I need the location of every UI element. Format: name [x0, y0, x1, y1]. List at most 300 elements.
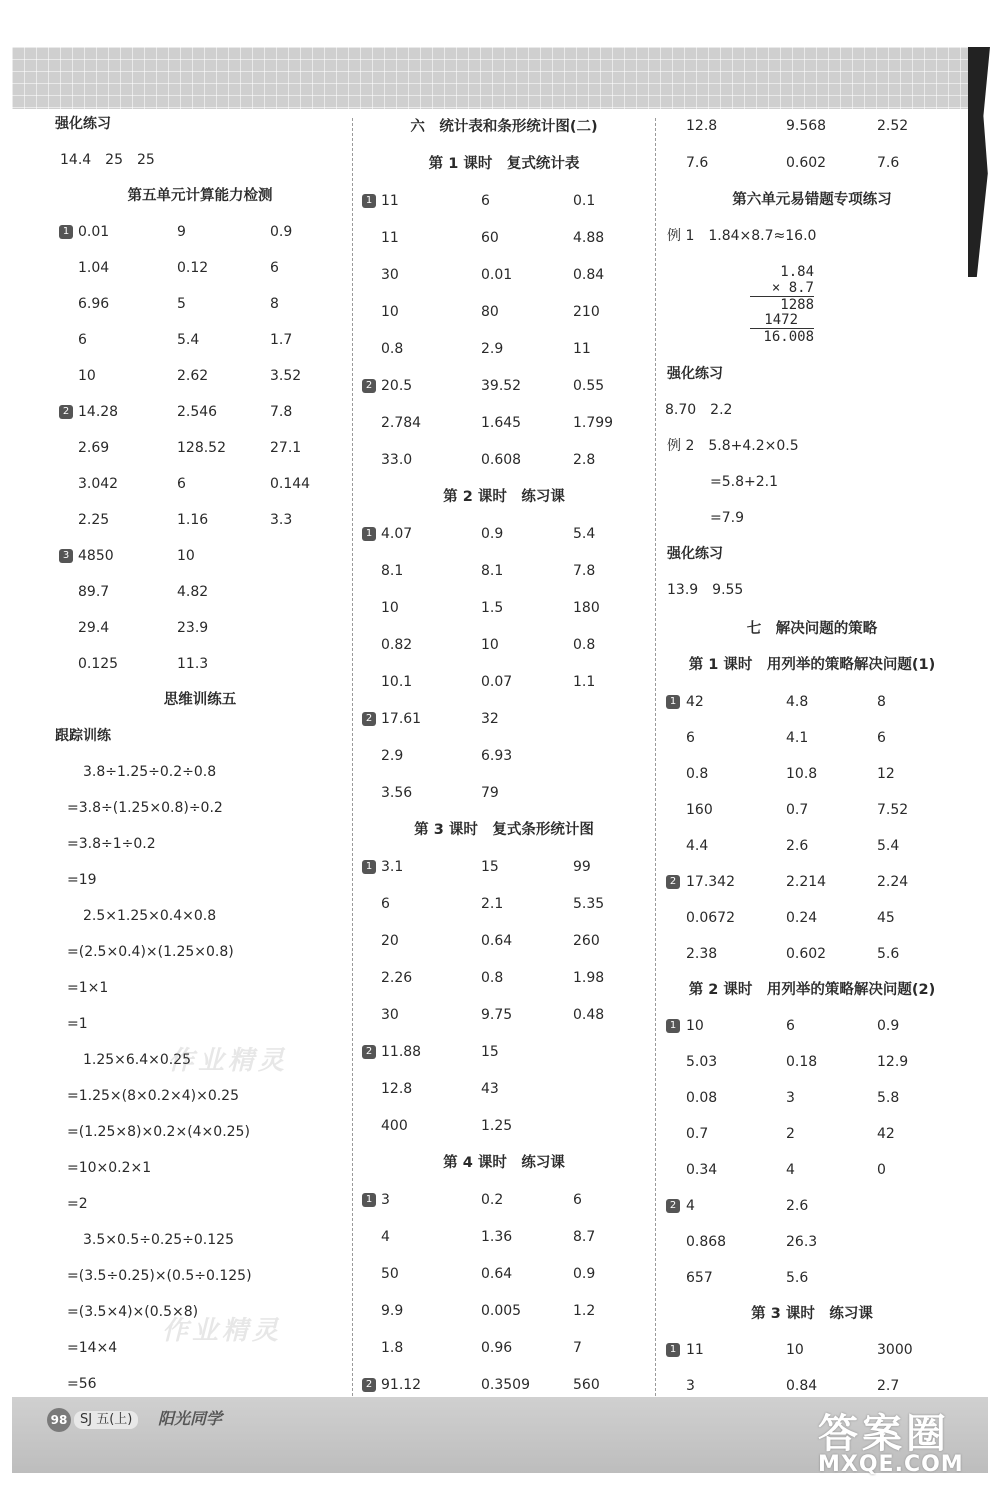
answer-cell: 4.4 — [686, 838, 709, 854]
answer-cell: 11.3 — [177, 656, 209, 672]
answer-cell: 0.84 — [573, 267, 605, 283]
c6-lesson1-title: 第 1 课时 复式统计表 — [428, 156, 580, 172]
answer-cell: 15 — [481, 859, 499, 875]
calc-step: =1 — [67, 1016, 88, 1032]
answer-cell: 20.5 — [381, 378, 413, 394]
answer-cell: 11 — [381, 193, 399, 209]
answer-row — [55, 400, 345, 424]
answer-cell: 0 — [877, 1162, 886, 1178]
answer-cell: 14.28 — [78, 404, 119, 420]
answer-cell: 0.608 — [481, 452, 522, 468]
answer-cell: 10.8 — [786, 766, 818, 782]
answer-cell: 6.96 — [78, 296, 110, 312]
question-number-badge: 1 — [362, 860, 376, 874]
answer-cell: 2 — [786, 1126, 795, 1142]
answer-cell: 6.93 — [481, 748, 513, 764]
question-number-badge: 1 — [666, 1019, 680, 1033]
answer-cell: 10 — [177, 548, 195, 564]
faint-stamp-1: 作业精灵 — [168, 1046, 289, 1076]
answer-cell: 10 — [786, 1342, 804, 1358]
calc-step: 1.25×6.4×0.25 — [83, 1052, 192, 1068]
question-number-badge: 2 — [59, 405, 73, 419]
answer-row — [662, 762, 962, 786]
answer-cell: 5.6 — [877, 946, 900, 962]
answer-cell: 0.602 — [786, 155, 827, 171]
answer-row — [358, 411, 650, 435]
answer-cell: 80 — [481, 304, 499, 320]
answer-row — [358, 337, 650, 361]
answer-cell: 0.9 — [270, 224, 293, 240]
answer-cell: 3.1 — [381, 859, 404, 875]
answer-row — [55, 328, 345, 352]
answer-cell: 1.25 — [481, 1118, 513, 1134]
c7-lesson3-title: 第 3 课时 练习课 — [751, 1306, 873, 1322]
vertical-line-4: 1472 — [764, 312, 798, 328]
answer-cell: 20 — [381, 933, 399, 949]
answer-cell: 6 — [481, 193, 490, 209]
vertical-line-3: 1288 — [750, 296, 814, 312]
answer-cell: 0.01 — [78, 224, 110, 240]
calc-step: =10×0.2×1 — [67, 1160, 152, 1176]
calc-step: =3.8÷(1.25×0.8)÷0.2 — [67, 800, 223, 816]
answer-cell: 0.8 — [573, 637, 596, 653]
answer-row — [358, 1225, 650, 1249]
answer-cell: 1.8 — [381, 1340, 404, 1356]
c7-lesson2-title: 第 2 课时 用列举的策略解决问题(2) — [688, 982, 936, 998]
answer-cell: 6 — [270, 260, 279, 276]
answer-row — [662, 1374, 962, 1398]
answer-cell: 9 — [177, 224, 186, 240]
practice-label: 强化练习 — [55, 116, 111, 132]
answer-row — [662, 1086, 962, 1110]
answer-row — [358, 1077, 650, 1101]
answer-cell: 4.07 — [381, 526, 413, 542]
practice-answers-a: 8.70 2.2 — [665, 402, 733, 418]
answer-cell: 42 — [686, 694, 704, 710]
c7-lesson1-title: 第 1 课时 用列举的策略解决问题(1) — [688, 657, 936, 673]
answer-cell: 8.1 — [481, 563, 504, 579]
answer-row — [358, 855, 650, 879]
answer-cell: 2.9 — [381, 748, 404, 764]
answer-row — [358, 1373, 650, 1397]
calc-step: =14×4 — [67, 1340, 118, 1356]
answer-row — [55, 508, 345, 532]
answer-cell: 12 — [877, 766, 895, 782]
answer-cell: 160 — [686, 802, 713, 818]
answer-cell: 2.1 — [481, 896, 504, 912]
answer-cell: 6 — [877, 730, 886, 746]
answer-row — [358, 1262, 650, 1286]
book-tag: SJ 五(上) — [74, 1411, 138, 1429]
calc-step: 3.5×0.5÷0.25÷0.125 — [83, 1232, 234, 1248]
answer-row — [358, 226, 650, 250]
answer-row — [358, 448, 650, 472]
answer-cell: 11 — [686, 1342, 704, 1358]
vertical-line-5: 16.008 — [750, 328, 814, 344]
calc-step: 3.8÷1.25÷0.2÷0.8 — [83, 764, 217, 780]
answer-cell: 3000 — [877, 1342, 913, 1358]
answer-cell: 8.7 — [573, 1229, 596, 1245]
answer-cell: 560 — [573, 1377, 600, 1393]
answer-cell: 10 — [686, 1018, 704, 1034]
answer-cell: 3.3 — [270, 512, 293, 528]
calc-step: =1×1 — [67, 980, 109, 996]
question-number-badge: 3 — [59, 549, 73, 563]
calc-step: =19 — [67, 872, 97, 888]
answer-cell: 0.005 — [481, 1303, 522, 1319]
answer-cell: 0.8 — [686, 766, 709, 782]
answer-cell: 91.12 — [381, 1377, 422, 1393]
answer-cell: 23.9 — [177, 620, 209, 636]
answer-row — [358, 374, 650, 398]
answer-row — [358, 744, 650, 768]
answer-row — [358, 1188, 650, 1212]
question-number-badge: 1 — [362, 1193, 376, 1207]
question-number-badge: 1 — [666, 1343, 680, 1357]
question-number-badge: 1 — [362, 527, 376, 541]
answer-cell: 4 — [786, 1162, 795, 1178]
answer-cell: 3 — [786, 1090, 795, 1106]
answer-row — [55, 436, 345, 460]
answer-cell: 50 — [381, 1266, 399, 1282]
question-number-badge: 1 — [59, 225, 73, 239]
answer-row — [358, 892, 650, 916]
answer-cell: 2.38 — [686, 946, 718, 962]
answer-cell: 9.568 — [786, 118, 827, 134]
answer-cell: 60 — [481, 230, 499, 246]
answer-row — [358, 670, 650, 694]
example1-line: 例 1 1.84×8.7≈16.0 — [667, 228, 817, 244]
vertical-line-1: 1.84 — [780, 264, 814, 280]
answer-row — [662, 1158, 962, 1182]
answer-row — [358, 596, 650, 620]
answer-cell: 7.6 — [877, 155, 900, 171]
answer-cell: 0.8 — [481, 970, 504, 986]
answer-row — [358, 189, 650, 213]
answer-cell: 3 — [686, 1378, 695, 1394]
answer-cell: 10.1 — [381, 674, 413, 690]
answer-cell: 128.52 — [177, 440, 226, 456]
answer-cell: 33.0 — [381, 452, 413, 468]
answer-cell: 6 — [573, 1192, 582, 1208]
answer-cell: 2.9 — [481, 341, 504, 357]
answer-row — [662, 798, 962, 822]
answer-cell: 8 — [270, 296, 279, 312]
answer-cell: 0.7 — [686, 1126, 709, 1142]
practice-label-a: 强化练习 — [667, 366, 723, 382]
answer-row — [662, 1338, 962, 1362]
watermark-logo: 答案圈 — [818, 1411, 950, 1457]
answer-cell: 0.64 — [481, 1266, 513, 1282]
question-number-badge: 2 — [362, 1378, 376, 1392]
answer-cell: 5.4 — [177, 332, 200, 348]
answer-cell: 15 — [481, 1044, 499, 1060]
question-number-badge: 2 — [362, 712, 376, 726]
answer-cell: 0.55 — [573, 378, 605, 394]
unit5-title: 第五单元计算能力检测 — [127, 188, 273, 204]
answer-cell: 5.8 — [877, 1090, 900, 1106]
chapter6-title: 六 统计表和条形统计图(二) — [410, 119, 598, 135]
answer-cell: 39.52 — [481, 378, 522, 394]
column-divider-2 — [655, 118, 656, 1396]
calc-step: =(3.5÷0.25)×(0.5÷0.125) — [67, 1268, 252, 1284]
answer-row — [358, 522, 650, 546]
answer-cell: 5.6 — [786, 1270, 809, 1286]
answer-cell: 0.64 — [481, 933, 513, 949]
unit6-title: 第六单元易错题专项练习 — [732, 192, 892, 208]
header-pattern-band — [12, 47, 972, 109]
example2-line-2: =5.8+2.1 — [710, 474, 778, 490]
answer-cell: 0.9 — [481, 526, 504, 542]
answer-cell: 0.96 — [481, 1340, 513, 1356]
calc-step: =1.25×(8×0.2×4)×0.25 — [67, 1088, 239, 1104]
answer-cell: 4 — [686, 1198, 695, 1214]
answer-cell: 0.18 — [786, 1054, 818, 1070]
answer-cell: 17.61 — [381, 711, 422, 727]
answer-cell: 5.03 — [686, 1054, 718, 1070]
answer-row — [662, 1266, 962, 1290]
answer-row — [55, 364, 345, 388]
calc-step: =(3.5×4)×(0.5×8) — [67, 1304, 199, 1320]
answer-row — [55, 544, 345, 568]
answer-cell: 0.1 — [573, 193, 596, 209]
answer-cell: 9.75 — [481, 1007, 513, 1023]
page-number: 98 — [47, 1408, 71, 1432]
answer-cell: 1.645 — [481, 415, 522, 431]
answer-cell: 2.6 — [786, 1198, 809, 1214]
answer-cell: 0.602 — [786, 946, 827, 962]
calc-step: =3.8÷1÷0.2 — [67, 836, 156, 852]
answer-row — [662, 870, 962, 894]
answer-cell: 1.16 — [177, 512, 209, 528]
watermark-url: MXQE.COM — [818, 1452, 964, 1477]
answer-cell: 7.8 — [573, 563, 596, 579]
question-number-badge: 2 — [666, 875, 680, 889]
answer-row — [358, 263, 650, 287]
answer-cell: 30 — [381, 267, 399, 283]
calc-step: 2.5×1.25×0.4×0.8 — [83, 908, 217, 924]
answer-cell: 26.3 — [786, 1234, 818, 1250]
practice-answers-b: 13.9 9.55 — [667, 582, 744, 598]
calc-step: =(1.25×8)×0.2×(4×0.25) — [67, 1124, 250, 1140]
answer-cell: 1.04 — [78, 260, 110, 276]
answer-cell: 2.6 — [786, 838, 809, 854]
brand-logo: 阳光同学 — [158, 1409, 223, 1428]
answer-row — [55, 652, 345, 676]
answer-row — [358, 1040, 650, 1064]
practice-label-b: 强化练习 — [667, 546, 723, 562]
answer-cell: 2.52 — [877, 118, 909, 134]
answer-row — [662, 151, 962, 175]
answer-cell: 0.9 — [573, 1266, 596, 1282]
answer-cell: 4.82 — [177, 584, 209, 600]
answer-cell: 27.1 — [270, 440, 302, 456]
answer-cell: 0.01 — [481, 267, 513, 283]
answer-cell: 30 — [381, 1007, 399, 1023]
practice-answers: 14.4 25 25 — [60, 152, 155, 168]
answer-cell: 5.4 — [877, 838, 900, 854]
answer-cell: 3.56 — [381, 785, 413, 801]
answer-cell: 0.868 — [686, 1234, 727, 1250]
answer-cell: 9.9 — [381, 1303, 404, 1319]
answer-cell: 1.7 — [270, 332, 293, 348]
answer-cell: 3.52 — [270, 368, 302, 384]
example2-line-1: 例 2 5.8+4.2×0.5 — [667, 438, 799, 454]
answer-row — [358, 1336, 650, 1360]
answer-row — [662, 1014, 962, 1038]
answer-cell: 2.7 — [877, 1378, 900, 1394]
answer-cell: 7.52 — [877, 802, 909, 818]
calc-step: =(2.5×0.4)×(1.25×0.8) — [67, 944, 234, 960]
answer-row — [55, 292, 345, 316]
answer-cell: 8.1 — [381, 563, 404, 579]
answer-row — [358, 1114, 650, 1138]
answer-cell: 10 — [381, 600, 399, 616]
answer-cell: 0.24 — [786, 910, 818, 926]
answer-cell: 0.7 — [786, 802, 809, 818]
answer-cell: 42 — [877, 1126, 895, 1142]
question-number-badge: 2 — [362, 1045, 376, 1059]
answer-cell: 0.82 — [381, 637, 413, 653]
answer-cell: 2.214 — [786, 874, 827, 890]
answer-cell: 6 — [78, 332, 87, 348]
answer-cell: 11 — [573, 341, 591, 357]
tracking-label: 跟踪训练 — [55, 728, 111, 744]
answer-cell: 2.26 — [381, 970, 413, 986]
answer-cell: 6 — [381, 896, 390, 912]
column-divider-1 — [352, 118, 353, 1396]
vertical-line-2: × 8.7 — [771, 280, 814, 296]
answer-cell: 29.4 — [78, 620, 110, 636]
answer-row — [358, 929, 650, 953]
answer-row — [662, 1122, 962, 1146]
answer-row — [358, 300, 650, 324]
answer-cell: 0.144 — [270, 476, 311, 492]
answer-row — [662, 834, 962, 858]
answer-cell: 4.1 — [786, 730, 809, 746]
answer-cell: 10 — [381, 304, 399, 320]
answer-cell: 1.5 — [481, 600, 504, 616]
answer-cell: 4.8 — [786, 694, 809, 710]
answer-cell: 2.8 — [573, 452, 596, 468]
answer-cell: 99 — [573, 859, 591, 875]
thinking-title: 思维训练五 — [163, 692, 237, 708]
answer-cell: 5.4 — [573, 526, 596, 542]
answer-cell: 1.98 — [573, 970, 605, 986]
answer-cell: 32 — [481, 711, 499, 727]
answer-cell: 4.88 — [573, 230, 605, 246]
answer-cell: 8 — [877, 694, 886, 710]
answer-row — [358, 1299, 650, 1323]
c6-lesson3-title: 第 3 课时 复式条形统计图 — [414, 822, 594, 838]
answer-row — [55, 256, 345, 280]
vertical-multiplication — [750, 264, 814, 344]
answer-cell: 6 — [177, 476, 186, 492]
answer-cell: 0.48 — [573, 1007, 605, 1023]
answer-row — [662, 906, 962, 930]
answer-cell: 4850 — [78, 548, 114, 564]
answer-cell: 0.0672 — [686, 910, 735, 926]
calc-step: =2 — [67, 1196, 88, 1212]
faint-stamp-2: 作业精灵 — [162, 1316, 283, 1346]
answer-row — [662, 1230, 962, 1254]
example2-line-3: =7.9 — [710, 510, 744, 526]
answer-cell: 43 — [481, 1081, 499, 1097]
answer-cell: 0.8 — [381, 341, 404, 357]
answer-cell: 7.8 — [270, 404, 293, 420]
answer-cell: 260 — [573, 933, 600, 949]
answer-cell: 2.784 — [381, 415, 422, 431]
answer-row — [55, 580, 345, 604]
page-torn-edge — [968, 47, 990, 277]
answer-cell: 7.6 — [686, 155, 709, 171]
answer-cell: 0.34 — [686, 1162, 718, 1178]
chapter7-title: 七 解决问题的策略 — [746, 621, 878, 637]
answer-cell: 0.84 — [786, 1378, 818, 1394]
answer-row — [662, 942, 962, 966]
answer-cell: 0.08 — [686, 1090, 718, 1106]
answer-cell: 4 — [381, 1229, 390, 1245]
calc-step: =56 — [67, 1376, 97, 1392]
answer-cell: 6 — [686, 730, 695, 746]
answer-cell: 0.9 — [877, 1018, 900, 1034]
answer-cell: 11.88 — [381, 1044, 422, 1060]
answer-cell: 1.36 — [481, 1229, 513, 1245]
answer-cell: 5 — [177, 296, 186, 312]
answer-cell: 2.62 — [177, 368, 209, 384]
answer-cell: 45 — [877, 910, 895, 926]
answer-cell: 0.12 — [177, 260, 209, 276]
answer-cell: 657 — [686, 1270, 713, 1286]
answer-row — [55, 220, 345, 244]
answer-row — [55, 472, 345, 496]
answer-cell: 1.1 — [573, 674, 596, 690]
answer-cell: 10 — [481, 637, 499, 653]
answer-row — [358, 707, 650, 731]
answer-row — [662, 726, 962, 750]
answer-row — [55, 616, 345, 640]
answer-row — [358, 966, 650, 990]
question-number-badge: 2 — [666, 1199, 680, 1213]
question-number-badge: 1 — [362, 194, 376, 208]
answer-row — [662, 690, 962, 714]
answer-cell: 79 — [481, 785, 499, 801]
answer-cell: 2.24 — [877, 874, 909, 890]
answer-cell: 210 — [573, 304, 600, 320]
answer-row — [358, 633, 650, 657]
answer-cell: 180 — [573, 600, 600, 616]
answer-cell: 1.799 — [573, 415, 614, 431]
answer-cell: 89.7 — [78, 584, 110, 600]
answer-row — [662, 1050, 962, 1074]
question-number-badge: 2 — [362, 379, 376, 393]
answer-cell: 2.69 — [78, 440, 110, 456]
answer-cell: 5.35 — [573, 896, 605, 912]
answer-cell: 0.2 — [481, 1192, 504, 1208]
c6-lesson4-title: 第 4 课时 练习课 — [443, 1155, 565, 1171]
answer-cell: 12.8 — [686, 118, 718, 134]
answer-cell: 0.07 — [481, 674, 513, 690]
answer-row — [662, 114, 962, 138]
answer-row — [358, 1003, 650, 1027]
answer-row — [662, 1194, 962, 1218]
answer-cell: 2.25 — [78, 512, 110, 528]
c6-lesson2-title: 第 2 课时 练习课 — [443, 489, 565, 505]
answer-cell: 0.125 — [78, 656, 119, 672]
answer-cell: 3 — [381, 1192, 390, 1208]
answer-cell: 6 — [786, 1018, 795, 1034]
answer-cell: 2.546 — [177, 404, 218, 420]
